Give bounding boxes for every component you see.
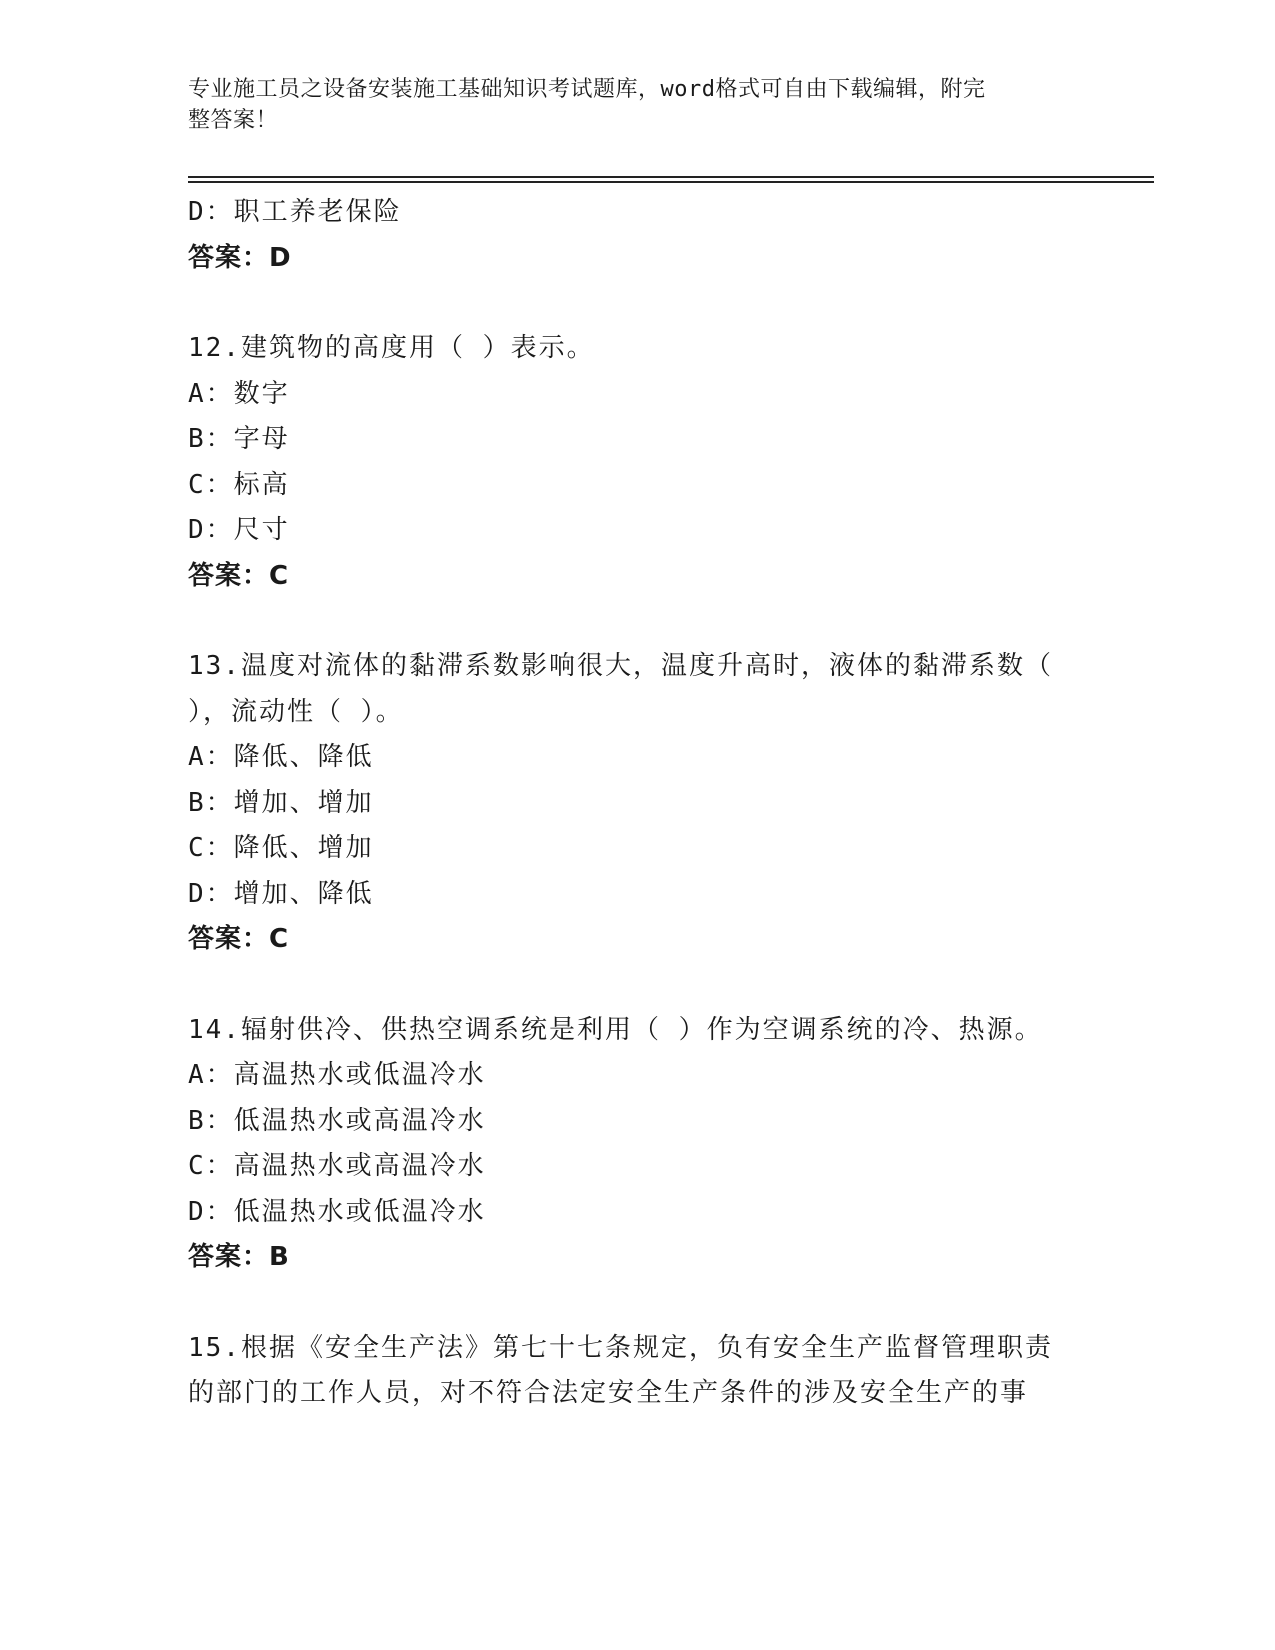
option-d: D：低温热水或低温冷水 <box>188 1196 486 1227</box>
answer-line: 答案：C <box>188 560 290 591</box>
option-c: C：标高 <box>188 469 290 500</box>
spacer <box>188 281 1088 326</box>
option-c: C：高温热水或高温冷水 <box>188 1151 486 1181</box>
option-d: D：尺寸 <box>188 515 290 545</box>
question-text-continued: ），流动性（ ）。 <box>188 696 404 727</box>
answer-line: 答案：D <box>188 242 292 273</box>
question-text: 14.辐射供冷、供热空调系统是利用（ ）作为空调系统的冷、热源。 <box>188 1014 1043 1045</box>
option-b: B：增加、增加 <box>188 787 374 818</box>
answer-line: 答案：B <box>188 1242 290 1272</box>
question-text: 13.温度对流体的黏滞系数影响很大，温度升高时，液体的黏滞系数（ <box>188 651 1053 681</box>
document-header <box>188 74 1078 136</box>
option-a: A：数字 <box>188 378 290 409</box>
question-text-continued: 的部门的工作人员，对不符合法定安全生产条件的涉及安全生产的事 <box>188 1378 1029 1408</box>
option-d: D：职工养老保险 <box>188 197 402 227</box>
question-list <box>188 190 1088 1417</box>
question-14 <box>188 1008 1088 1281</box>
question-15 <box>188 1326 1088 1417</box>
option-a: A：高温热水或低温冷水 <box>188 1060 486 1090</box>
question-13 <box>188 644 1088 963</box>
spacer <box>188 1281 1088 1326</box>
option-a: A：降低、降低 <box>188 742 374 772</box>
spacer <box>188 599 1088 644</box>
question-text: 12.建筑物的高度用（ ）表示。 <box>188 333 595 363</box>
header-line-2: 整答案！ <box>188 108 279 133</box>
header-line-1: 专业施工员之设备安装施工基础知识考试题库，word格式可自由下载编辑，附完 <box>188 77 986 102</box>
option-b: B：字母 <box>188 424 290 454</box>
option-b: B：低温热水或高温冷水 <box>188 1105 486 1136</box>
option-d: D：增加、降低 <box>188 878 374 909</box>
header-divider-top <box>188 176 1154 178</box>
question-12 <box>188 326 1088 599</box>
spacer <box>188 963 1088 1008</box>
option-c: C：降低、增加 <box>188 833 374 863</box>
question-text: 15.根据《安全生产法》第七十七条规定，负有安全生产监督管理职责 <box>188 1332 1053 1363</box>
header-divider-bottom <box>188 181 1154 183</box>
answer-line: 答案：C <box>188 924 290 954</box>
